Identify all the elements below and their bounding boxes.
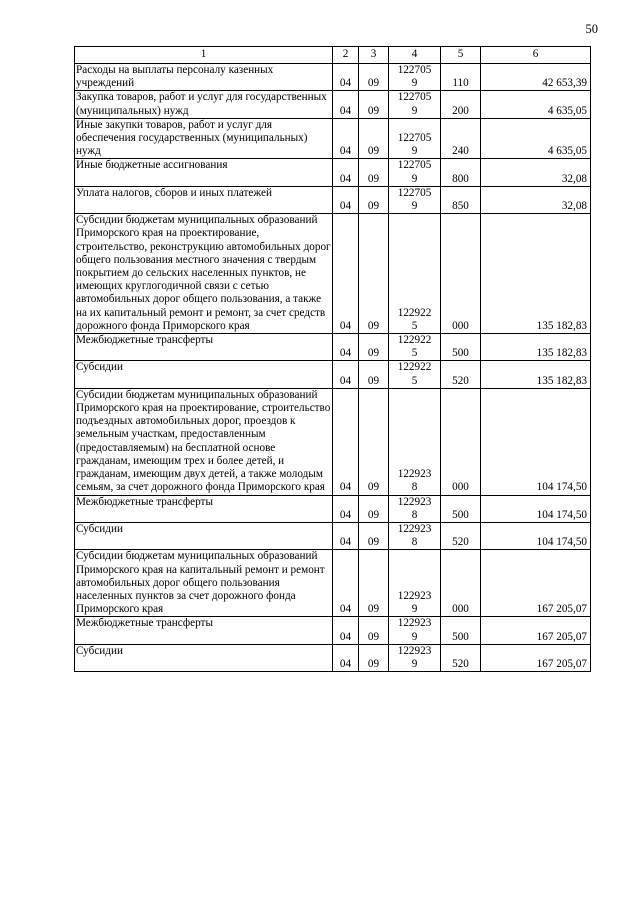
row-amount: 135 182,83 xyxy=(481,334,591,361)
table-row xyxy=(75,91,591,118)
target-article-code-part-2: 9 xyxy=(411,657,418,670)
row-subsection-code: 09 xyxy=(359,91,389,118)
table-row xyxy=(75,159,591,186)
row-target-article-code xyxy=(389,334,441,361)
header-cell: 4 xyxy=(389,47,441,64)
row-target-article-code xyxy=(389,64,441,91)
row-expense-type-code: 520 xyxy=(441,522,481,549)
target-article-code-part-1: 122922 xyxy=(397,334,432,347)
row-section-code: 04 xyxy=(333,644,359,671)
row-target-article-code xyxy=(389,522,441,549)
table-row xyxy=(75,361,591,388)
row-subsection-code: 09 xyxy=(359,64,389,91)
table-header-row xyxy=(75,47,591,64)
row-expense-type-code: 500 xyxy=(441,495,481,522)
target-article-code-part-2: 9 xyxy=(411,104,418,117)
target-article-code-part-2: 9 xyxy=(411,630,418,643)
row-name: Иные закупки товаров, работ и услуг для обеспечения государственных (муниципальных) нужд xyxy=(75,118,333,159)
target-article-code-part-1: 122923 xyxy=(397,644,432,657)
target-article-code-part-2: 8 xyxy=(411,481,418,494)
row-subsection-code: 09 xyxy=(359,550,389,617)
row-expense-type-code: 200 xyxy=(441,91,481,118)
row-section-code: 04 xyxy=(333,159,359,186)
row-subsection-code: 09 xyxy=(359,118,389,159)
row-name: Субсидии бюджетам муниципальных образований Приморского края на проектирование, строительство, реконструкцию автомобильных дорог общего пользования местного значения с твердым покрытием до сельских населенных пунктов, не имеющих круглогодичной связи с сетью автомобильных дорог общего пользования, а также на их капитальный ремонт и ремонт, за счет средств дорожного фонда Приморского края xyxy=(76,214,331,332)
row-section-code: 04 xyxy=(333,617,359,644)
row-amount: 42 653,39 xyxy=(481,64,591,91)
table-row xyxy=(75,522,591,549)
table-row xyxy=(75,64,591,91)
row-amount: 4 635,05 xyxy=(481,118,591,159)
row-expense-type-code: 500 xyxy=(441,617,481,644)
row-expense-type-code: 520 xyxy=(441,644,481,671)
row-expense-type-code: 000 xyxy=(441,214,481,334)
row-expense-type-code: 240 xyxy=(441,118,481,159)
target-article-code-part-2: 8 xyxy=(411,508,418,521)
target-article-code-part-2: 5 xyxy=(411,319,418,332)
target-article-code-part-1: 122923 xyxy=(397,617,432,630)
header-cell: 1 xyxy=(75,47,333,64)
page-number: 50 xyxy=(585,22,598,36)
row-section-code: 04 xyxy=(333,550,359,617)
row-name: Субсидии xyxy=(75,522,333,549)
row-expense-type-code: 800 xyxy=(441,159,481,186)
target-article-code-part-1: 122705 xyxy=(397,91,432,104)
header-cell: 6 xyxy=(481,47,591,64)
row-subsection-code: 09 xyxy=(359,186,389,213)
target-article-code-part-1: 122922 xyxy=(397,361,432,374)
target-article-code-part-2: 9 xyxy=(411,200,418,213)
row-section-code: 04 xyxy=(333,186,359,213)
row-section-code: 04 xyxy=(333,388,359,495)
row-section-code: 04 xyxy=(333,334,359,361)
row-expense-type-code: 500 xyxy=(441,334,481,361)
row-name: Расходы на выплаты персоналу казенных учреждений xyxy=(75,64,333,91)
row-target-article-code xyxy=(389,91,441,118)
row-expense-type-code: 110 xyxy=(441,64,481,91)
target-article-code-part-1: 122705 xyxy=(397,159,432,172)
target-article-code-part-1: 122923 xyxy=(397,522,432,535)
row-amount: 167 205,07 xyxy=(481,550,591,617)
budget-table xyxy=(74,46,591,672)
row-subsection-code: 09 xyxy=(359,495,389,522)
row-name: Иные бюджетные ассигнования xyxy=(75,159,333,186)
row-section-code: 04 xyxy=(333,91,359,118)
target-article-code-part-1: 122923 xyxy=(397,495,432,508)
table-row xyxy=(75,214,591,334)
target-article-code-part-1: 122923 xyxy=(397,468,432,481)
row-amount: 104 174,50 xyxy=(481,388,591,495)
row-subsection-code: 09 xyxy=(359,159,389,186)
row-name: Закупка товаров, работ и услуг для государственных (муниципальных) нужд xyxy=(75,91,333,118)
row-target-article-code xyxy=(389,617,441,644)
row-expense-type-code: 850 xyxy=(441,186,481,213)
row-target-article-code xyxy=(389,186,441,213)
row-subsection-code: 09 xyxy=(359,361,389,388)
table-row xyxy=(75,644,591,671)
target-article-code-part-2: 9 xyxy=(411,172,418,185)
row-name: Субсидии xyxy=(75,361,333,388)
table-row xyxy=(75,388,591,495)
row-name: Межбюджетные трансферты xyxy=(75,334,333,361)
row-target-article-code xyxy=(389,118,441,159)
table-row xyxy=(75,186,591,213)
target-article-code-part-2: 9 xyxy=(411,145,418,158)
row-section-code: 04 xyxy=(333,361,359,388)
row-section-code: 04 xyxy=(333,118,359,159)
row-name: Межбюджетные трансферты xyxy=(75,617,333,644)
row-amount: 135 182,83 xyxy=(481,214,591,334)
row-target-article-code xyxy=(389,214,441,334)
header-cell: 2 xyxy=(333,47,359,64)
row-subsection-code: 09 xyxy=(359,214,389,334)
target-article-code-part-2: 9 xyxy=(411,77,418,90)
row-target-article-code xyxy=(389,644,441,671)
row-target-article-code xyxy=(389,388,441,495)
row-name: Субсидии xyxy=(75,644,333,671)
table-row xyxy=(75,118,591,159)
row-amount: 104 174,50 xyxy=(481,495,591,522)
row-subsection-code: 09 xyxy=(359,617,389,644)
row-expense-type-code: 000 xyxy=(441,550,481,617)
row-target-article-code xyxy=(389,495,441,522)
row-amount: 32,08 xyxy=(481,159,591,186)
row-amount: 32,08 xyxy=(481,186,591,213)
row-target-article-code xyxy=(389,550,441,617)
row-amount: 104 174,50 xyxy=(481,522,591,549)
row-expense-type-code: 520 xyxy=(441,361,481,388)
row-subsection-code: 09 xyxy=(359,388,389,495)
target-article-code-part-1: 122705 xyxy=(397,64,432,76)
row-section-code: 04 xyxy=(333,522,359,549)
row-subsection-code: 09 xyxy=(359,334,389,361)
table-row xyxy=(75,334,591,361)
header-cell: 5 xyxy=(441,47,481,64)
table-row xyxy=(75,495,591,522)
row-name: Субсидии бюджетам муниципальных образований Приморского края на проектирование, строительство подъездных автомобильных дорог, проездов к земельным участкам, предоставленным (предоставляемым) на бесплатной основе гражданам, имеющим трех и более детей, и гражданам, имеющим двух детей, а также молодым семьям, за счет дорожного фонда Приморского края xyxy=(75,388,333,495)
row-section-code: 04 xyxy=(333,495,359,522)
target-article-code-part-2: 5 xyxy=(411,347,418,360)
target-article-code-part-1: 122923 xyxy=(397,589,432,602)
target-article-code-part-2: 8 xyxy=(411,536,418,549)
row-section-code: 04 xyxy=(333,214,359,334)
target-article-code-part-1: 122922 xyxy=(397,306,432,319)
target-article-code-part-1: 122705 xyxy=(397,132,432,145)
row-section-code: 04 xyxy=(333,64,359,91)
row-target-article-code xyxy=(389,361,441,388)
row-name: Уплата налогов, сборов и иных платежей xyxy=(75,186,333,213)
row-name: Субсидии бюджетам муниципальных образований Приморского края на капитальный ремонт и ремонт автомобильных дорог общего пользования населенных пунктов за счет дорожного фонда Приморского края xyxy=(75,550,333,617)
table-row xyxy=(75,617,591,644)
row-subsection-code: 09 xyxy=(359,644,389,671)
row-amount: 167 205,07 xyxy=(481,644,591,671)
row-target-article-code xyxy=(389,159,441,186)
row-name: Межбюджетные трансферты xyxy=(75,495,333,522)
row-expense-type-code: 000 xyxy=(441,388,481,495)
row-subsection-code: 09 xyxy=(359,522,389,549)
header-cell: 3 xyxy=(359,47,389,64)
target-article-code-part-2: 5 xyxy=(411,374,418,387)
row-amount: 135 182,83 xyxy=(481,361,591,388)
table-row xyxy=(75,550,591,617)
row-amount: 4 635,05 xyxy=(481,91,591,118)
target-article-code-part-1: 122705 xyxy=(397,186,432,199)
row-amount: 167 205,07 xyxy=(481,617,591,644)
target-article-code-part-2: 9 xyxy=(411,603,418,616)
